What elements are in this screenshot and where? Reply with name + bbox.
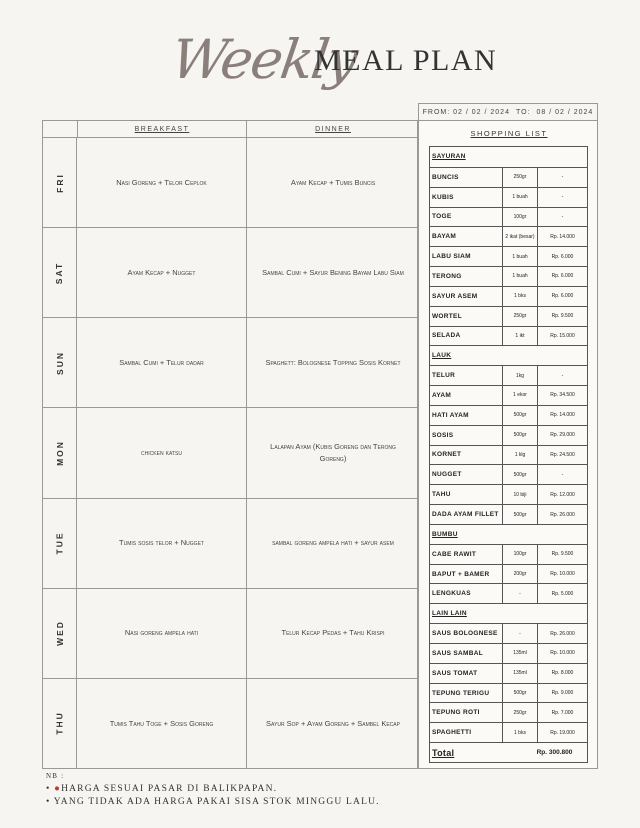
meal-table — [42, 120, 418, 769]
shopping-category: BUMBU — [430, 524, 587, 544]
date-to-label: TO: — [515, 108, 531, 116]
date-range — [418, 103, 598, 121]
breakfast-cell: Nasi goreng ampela hati — [77, 589, 247, 678]
day-label: TUE — [43, 499, 77, 588]
shopping-item: TOGE 100gr - — [430, 207, 587, 227]
day-row-tue — [43, 498, 419, 588]
shopping-item: SPAGHETTI 1 bks Rp. 19.000 — [430, 722, 587, 742]
dinner-cell: Spaghett: Bolognese Topping Sosis Kornet — [265, 358, 401, 368]
shopping-total: Total Rp. 300.800 — [430, 742, 587, 762]
day-row-wed — [43, 588, 419, 678]
shopping-category: LAIN LAIN — [430, 603, 587, 623]
dinner-cell: Sayur Sop + Ayam Goreng + Sambel Kecap — [266, 718, 400, 728]
breakfast-cell: Tumis sosis telor + Nugget — [77, 499, 247, 588]
breakfast-cell: Tumis Tahu Toge + Sosis Goreng — [77, 679, 247, 768]
shopping-item: WORTEL 250gr Rp. 9.500 — [430, 306, 587, 326]
shopping-item: SAUS TOMAT 135ml Rp. 8.000 — [430, 663, 587, 683]
shopping-item: BUNCIS 250gr - — [430, 167, 587, 187]
day-row-thu — [43, 678, 419, 768]
page-title: MEAL PLAN — [314, 44, 498, 77]
shopping-item: KORNET 1 klg Rp. 24.500 — [430, 445, 587, 465]
shopping-item: LENGKUAS - Rp. 5.000 — [430, 583, 587, 603]
shopping-item: SELADA 1 ikt Rp. 15.000 — [430, 326, 587, 346]
dinner-cell: sambal goreng ampela hati + sayur asem — [272, 538, 394, 548]
breakfast-cell: Sambal Cumi + Telur dadar — [77, 318, 247, 407]
notes — [46, 770, 380, 809]
dinner-cell: Ayam Kecap + Tumis Buncis — [290, 177, 376, 187]
script-title: Weekly — [167, 28, 360, 91]
dinner-header: DINNER — [315, 125, 351, 133]
date-to: 08 / 02 / 2024 — [536, 108, 594, 116]
day-row-mon — [43, 407, 419, 497]
note-line: • YANG TIDAK ADA HARGA PAKAI SISA STOK MINGGU LALU. — [46, 797, 380, 807]
breakfast-cell: Ayam Kecap + Nugget — [77, 228, 247, 317]
shopping-grid — [429, 146, 588, 763]
shopping-item: KUBIS 1 buah - — [430, 187, 587, 207]
shopping-item: SOSIS 500gr Rp. 29.000 — [430, 425, 587, 445]
shopping-item: HATI AYAM 500gr Rp. 14.000 — [430, 405, 587, 425]
day-row-sun — [43, 317, 419, 407]
shopping-item: TELUR 1kg - — [430, 365, 587, 385]
shopping-item: TEPUNG TERIGU 500gr Rp. 9.000 — [430, 683, 587, 703]
shopping-category: SAYURAN — [432, 153, 466, 161]
breakfast-cell: chicken katsu — [77, 408, 247, 497]
shopping-item: NUGGET 500gr - — [430, 464, 587, 484]
shopping-item: CABE RAWIT 100gr Rp. 9.500 — [430, 544, 587, 564]
dinner-cell: Lalapan Ayam (Kubis Goreng dan Terong Goreng) — [270, 442, 396, 463]
day-label: SUN — [43, 318, 77, 407]
breakfast-cell: Nasi Goreng + Telor Ceplok — [77, 138, 247, 227]
shopping-item: SAYUR ASEM 1 bks Rp. 6.000 — [430, 286, 587, 306]
shopping-item: AYAM 1 ekor Rp. 34.500 — [430, 385, 587, 405]
shopping-list — [418, 120, 598, 769]
breakfast-header: BREAKFAST — [77, 121, 247, 137]
day-row-fri — [43, 137, 419, 227]
shopping-item: BAPUT + BAMER 200gr Rp. 10.000 — [430, 564, 587, 584]
date-from: FROM: 02 / 02 / 2024 — [422, 108, 510, 116]
shopping-item: DADA AYAM FILLET 500gr Rp. 26.000 — [430, 504, 587, 524]
shopping-item: SAUS SAMBAL 135ml Rp. 10.000 — [430, 643, 587, 663]
day-label: WED — [43, 589, 77, 678]
note-line: • ●HARGA SESUAI PASAR DI BALIKPAPAN. — [46, 784, 278, 794]
shopping-item: BAYAM 2 ikat (besar) Rp. 14.000 — [430, 226, 587, 246]
notes-label: NB : — [46, 772, 65, 780]
shopping-item: TERONG 1 buah Rp. 6.000 — [430, 266, 587, 286]
day-label: THU — [43, 679, 77, 768]
day-label: MON — [43, 408, 77, 497]
day-label: SAT — [43, 228, 77, 317]
shopping-category: LAUK — [430, 345, 587, 365]
day-label: FRI — [43, 138, 77, 227]
shopping-item: LABU SIAM 1 buah Rp. 6.000 — [430, 246, 587, 266]
shopping-item: TEPUNG ROTI 250gr Rp. 7.000 — [430, 702, 587, 722]
dinner-cell: Telur Kecap Pedas + Tahu Krispi — [281, 628, 385, 638]
dinner-cell: Sambal Cumi + Sayur Bening Bayam Labu Siam — [262, 267, 404, 277]
shopping-item: TAHU 10 biji Rp. 12.000 — [430, 484, 587, 504]
shopping-item: SAUS BOLOGNESE - Rp. 26.000 — [430, 623, 587, 643]
shopping-list-title: SHOPPING LIST — [470, 129, 548, 138]
day-row-sat — [43, 227, 419, 317]
